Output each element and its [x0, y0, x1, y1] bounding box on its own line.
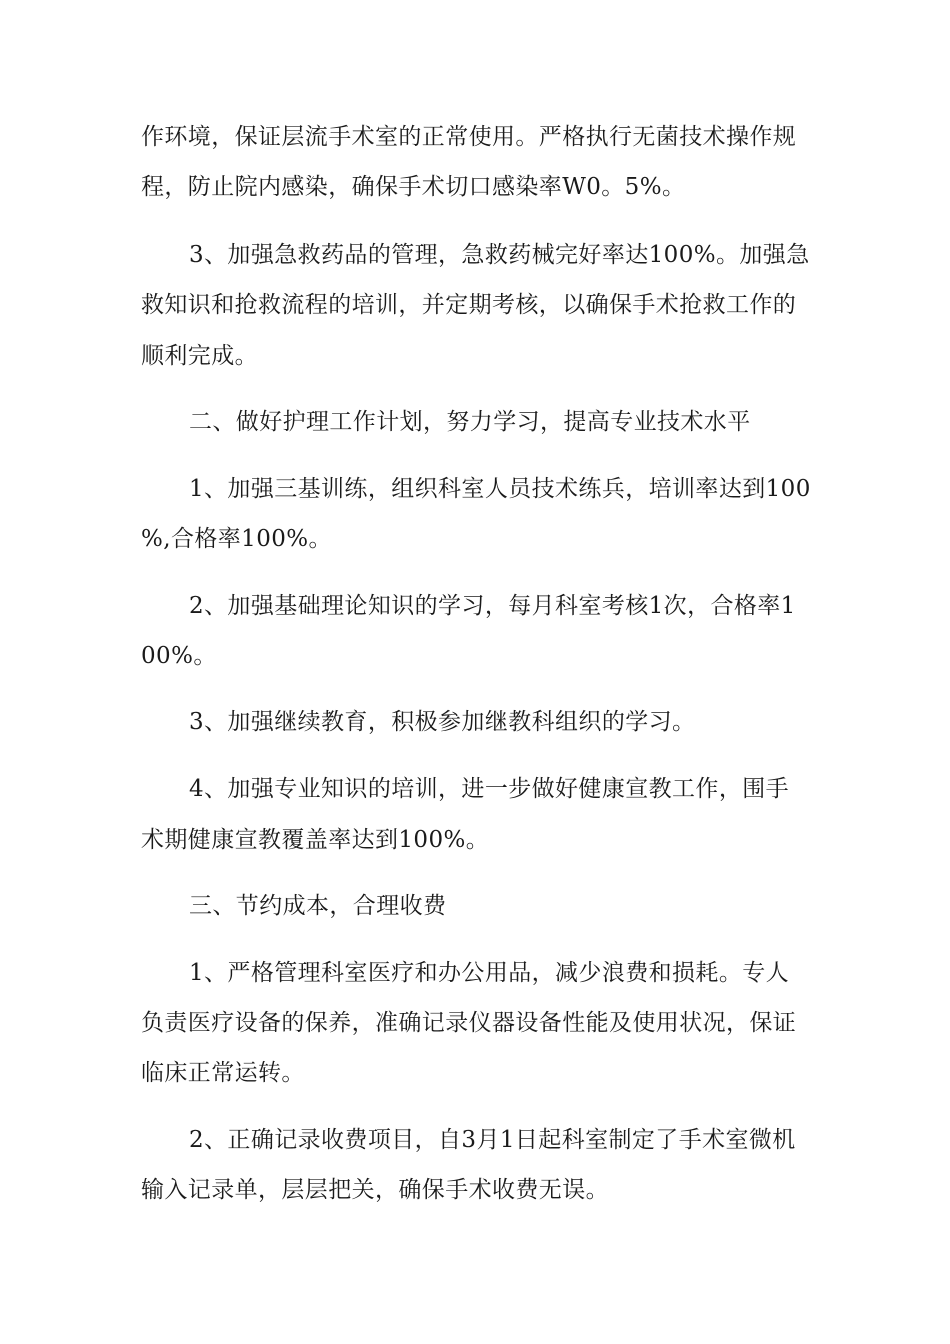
paragraph-7-line-2: 术期健康宣教覆盖率达到100%。	[141, 827, 490, 853]
paragraph-2-line-2: 救知识和抢救流程的培训，并定期考核，以确保手术抢救工作的	[141, 292, 797, 318]
section-heading-3: 三、节约成本，合理收费	[189, 893, 447, 919]
paragraph-9-line-2: 负责医疗设备的保养，准确记录仪器设备性能及使用状况，保证	[141, 1010, 797, 1036]
paragraph-2-line-3: 顺利完成。	[141, 343, 258, 369]
paragraph-9-line-3: 临床正常运转。	[141, 1060, 305, 1086]
paragraph-1-line-2: 程，防止院内感染，确保手术切口感染率W0。5%。	[141, 174, 686, 200]
paragraph-2-line-1: 3、加强急救药品的管理，急救药械完好率达100%。加强急	[189, 242, 810, 268]
paragraph-5-line-2: 00%。	[141, 643, 217, 669]
section-heading-2: 二、做好护理工作计划，努力学习，提高专业技术水平	[189, 409, 751, 435]
paragraph-5-line-1: 2、加强基础理论知识的学习，每月科室考核1次，合格率1	[189, 593, 796, 619]
paragraph-10-line-1: 2、正确记录收费项目，自3月1日起科室制定了手术室微机	[189, 1127, 796, 1153]
paragraph-9-line-1: 1、严格管理科室医疗和办公用品，减少浪费和损耗。专人	[189, 960, 790, 986]
paragraph-10-line-2: 输入记录单，层层把关，确保手术收费无误。	[141, 1177, 609, 1203]
paragraph-6-line-1: 3、加强继续教育，积极参加继教科组织的学习。	[189, 709, 696, 735]
paragraph-4-line-1: 1、加强三基训练，组织科室人员技术练兵，培训率达到100	[189, 476, 811, 502]
paragraph-7-line-1: 4、加强专业知识的培训，进一步做好健康宣教工作，围手	[189, 776, 790, 802]
paragraph-1-line-1: 作环境，保证层流手术室的正常使用。严格执行无菌技术操作规	[141, 124, 797, 150]
paragraph-4-line-2: %,合格率100%。	[141, 526, 332, 552]
